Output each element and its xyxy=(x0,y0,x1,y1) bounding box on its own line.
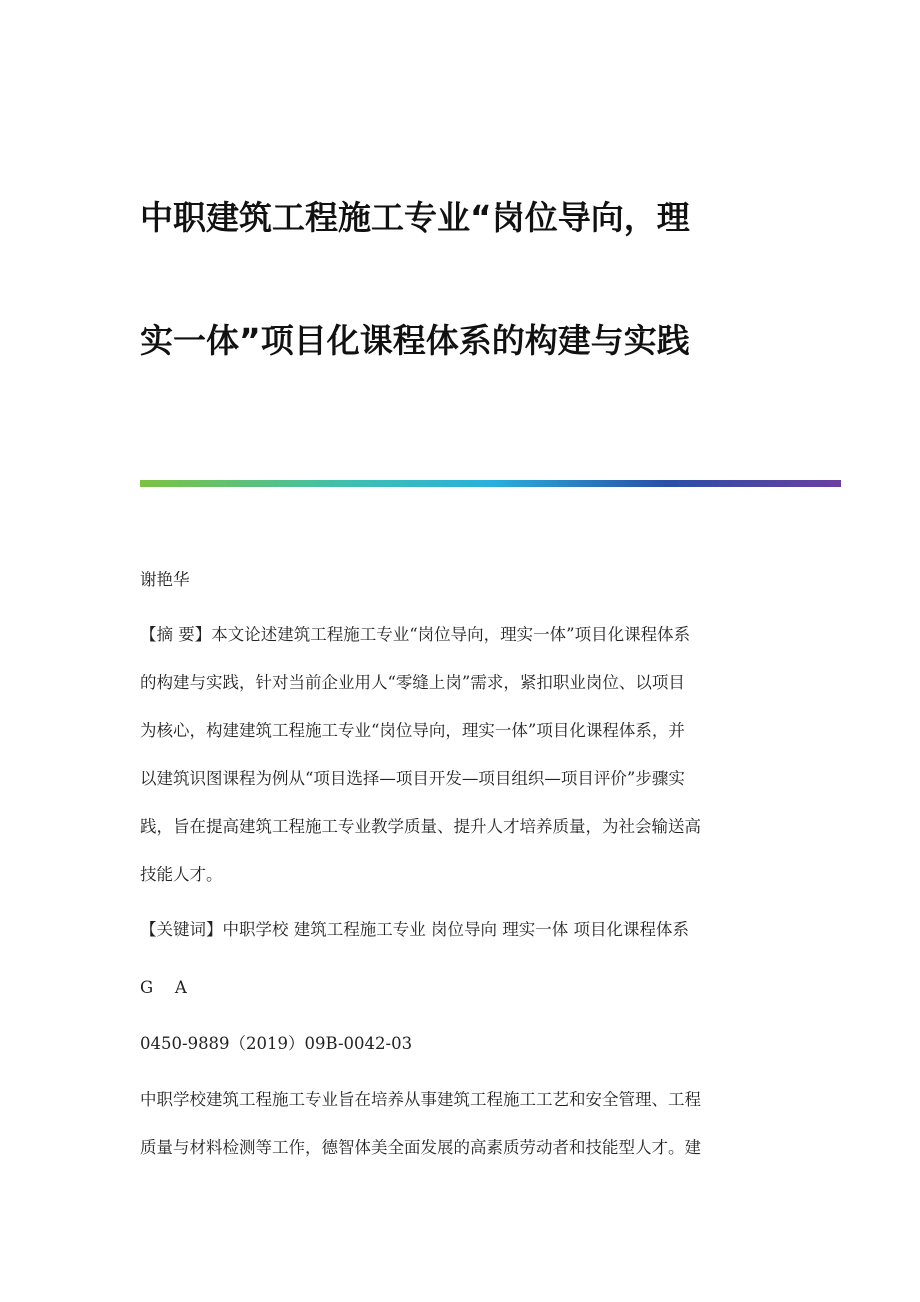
abstract-line: 技能人才。 xyxy=(140,865,223,884)
author-name: 谢艳华 xyxy=(140,570,190,589)
abstract-line: 为核心，构建建筑工程施工专业“岗位导向，理实一体”项目化课程体系，并 xyxy=(140,721,685,740)
abstract-line: 的构建与实践，针对当前企业用人“零缝上岗”需求，紧扣职业岗位、以项目 xyxy=(140,673,685,692)
intro-line: 质量与材料检测等工作，德智体美全面发展的高素质劳动者和技能型人才。建 xyxy=(140,1138,701,1157)
article-number: 0450-9889（2019）09B-0042-03 xyxy=(140,1034,413,1053)
intro-line: 中职学校建筑工程施工专业旨在培养从事建筑工程施工工艺和安全管理、工程 xyxy=(140,1090,701,1109)
keywords: 【关键词】中职学校 建筑工程施工专业 岗位导向 理实一体 项目化课程体系 xyxy=(140,920,689,939)
document-title-line-2: 实一体”项目化课程体系的构建与实践 xyxy=(140,321,690,360)
document-title-line-1: 中职建筑工程施工专业“岗位导向，理 xyxy=(140,198,690,237)
title-divider xyxy=(140,480,841,487)
abstract-line: 以建筑识图课程为例从“项目选择—项目开发—项目组织—项目评价”步骤实 xyxy=(140,769,685,788)
abstract-line: 践，旨在提高建筑工程施工专业教学质量、提升人才培养质量，为社会输送高 xyxy=(140,817,701,836)
classification-code: G A xyxy=(140,978,187,997)
abstract-line: 【摘 要】本文论述建筑工程施工专业“岗位导向，理实一体”项目化课程体系 xyxy=(140,625,691,644)
